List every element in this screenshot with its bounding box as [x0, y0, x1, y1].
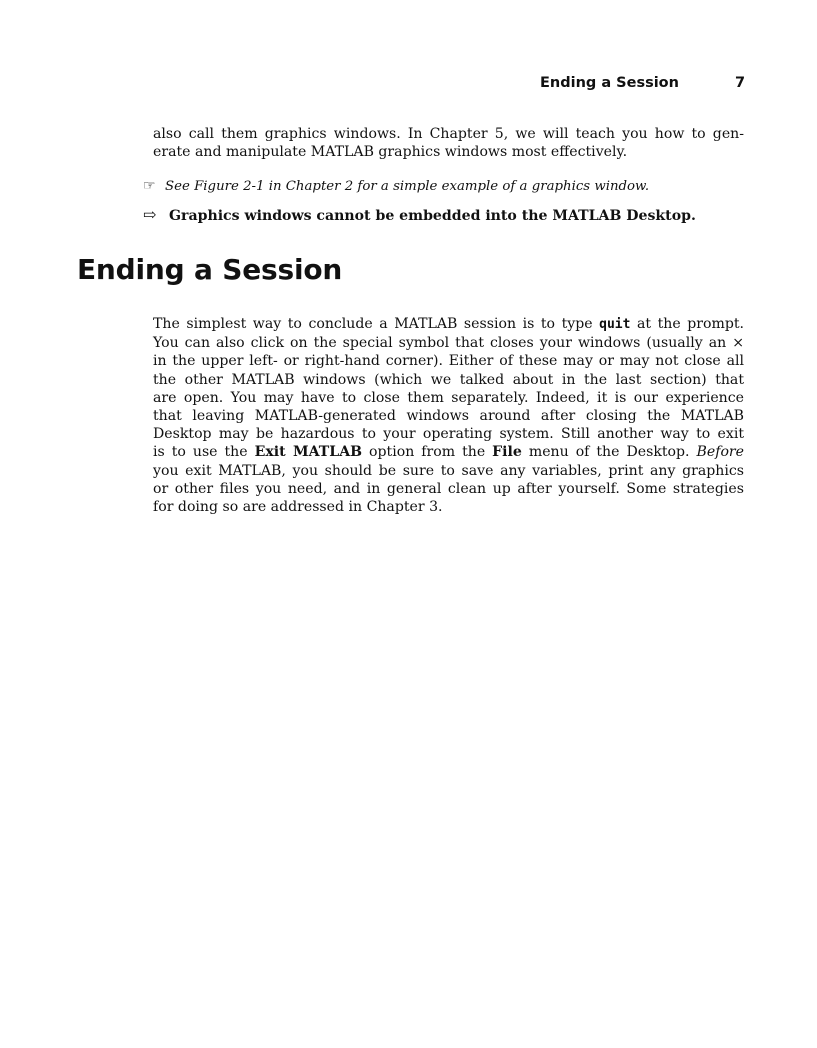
text-line: Desktop may be hazardous to your operating system. Still another way to exit — [153, 426, 744, 443]
text-line: the other MATLAB windows (which we talked about in the last section) that — [153, 371, 744, 388]
text-line — [153, 443, 744, 461]
text-line: for doing so are addressed in Chapter 3. — [153, 499, 443, 516]
arrow-right-icon: ⇨ — [143, 205, 157, 224]
section-paragraph — [153, 315, 744, 516]
page-number: 7 — [735, 75, 746, 91]
running-header-title: Ending a Session — [540, 75, 679, 91]
text-line: or other files you need, and in general clean up after yourself. Some strategies — [153, 480, 744, 497]
text-line: in the upper left- or right-hand corner). Either of these may or may not close all — [153, 353, 744, 370]
intro-paragraph — [153, 125, 744, 161]
pointing-hand-icon: ☞ — [143, 178, 156, 194]
warning-text: Graphics windows cannot be embedded into the MATLAB Desktop. — [169, 208, 696, 224]
text-fragment: option from the — [369, 444, 486, 461]
text-line: You can also click on the special symbol that closes your windows (usually an × — [153, 335, 744, 352]
text-fragment: at the prompt. — [637, 316, 745, 332]
text-line: you exit MATLAB, you should be sure to save any variables, print any graphics — [153, 462, 744, 479]
emphasis-text: Before — [696, 444, 745, 461]
warning-callout — [143, 205, 763, 224]
text-line — [153, 315, 744, 334]
text-fragment: The simplest way to conclude a MATLAB session is to type — [153, 316, 593, 332]
text-fragment: is to use the — [153, 444, 248, 461]
text-line: that leaving MATLAB-generated windows around after closing the MATLAB — [153, 408, 744, 425]
text-line: are open. You may have to close them separately. Indeed, it is our experience — [153, 389, 744, 406]
text-fragment: menu of the Desktop. — [528, 444, 690, 461]
text-line: erate and manipulate MATLAB graphics windows most effectively. — [153, 144, 628, 161]
menu-option-name: Exit MATLAB — [254, 444, 363, 461]
section-heading: Ending a Session — [77, 253, 343, 286]
menu-name: File — [492, 444, 522, 461]
note-callout — [143, 178, 753, 194]
inline-code: quit — [599, 317, 631, 332]
text-line: also call them graphics windows. In Chapter 5, we will teach you how to gen- — [153, 126, 744, 142]
note-text: See Figure 2-1 in Chapter 2 for a simple example of a graphics window. — [165, 179, 650, 194]
